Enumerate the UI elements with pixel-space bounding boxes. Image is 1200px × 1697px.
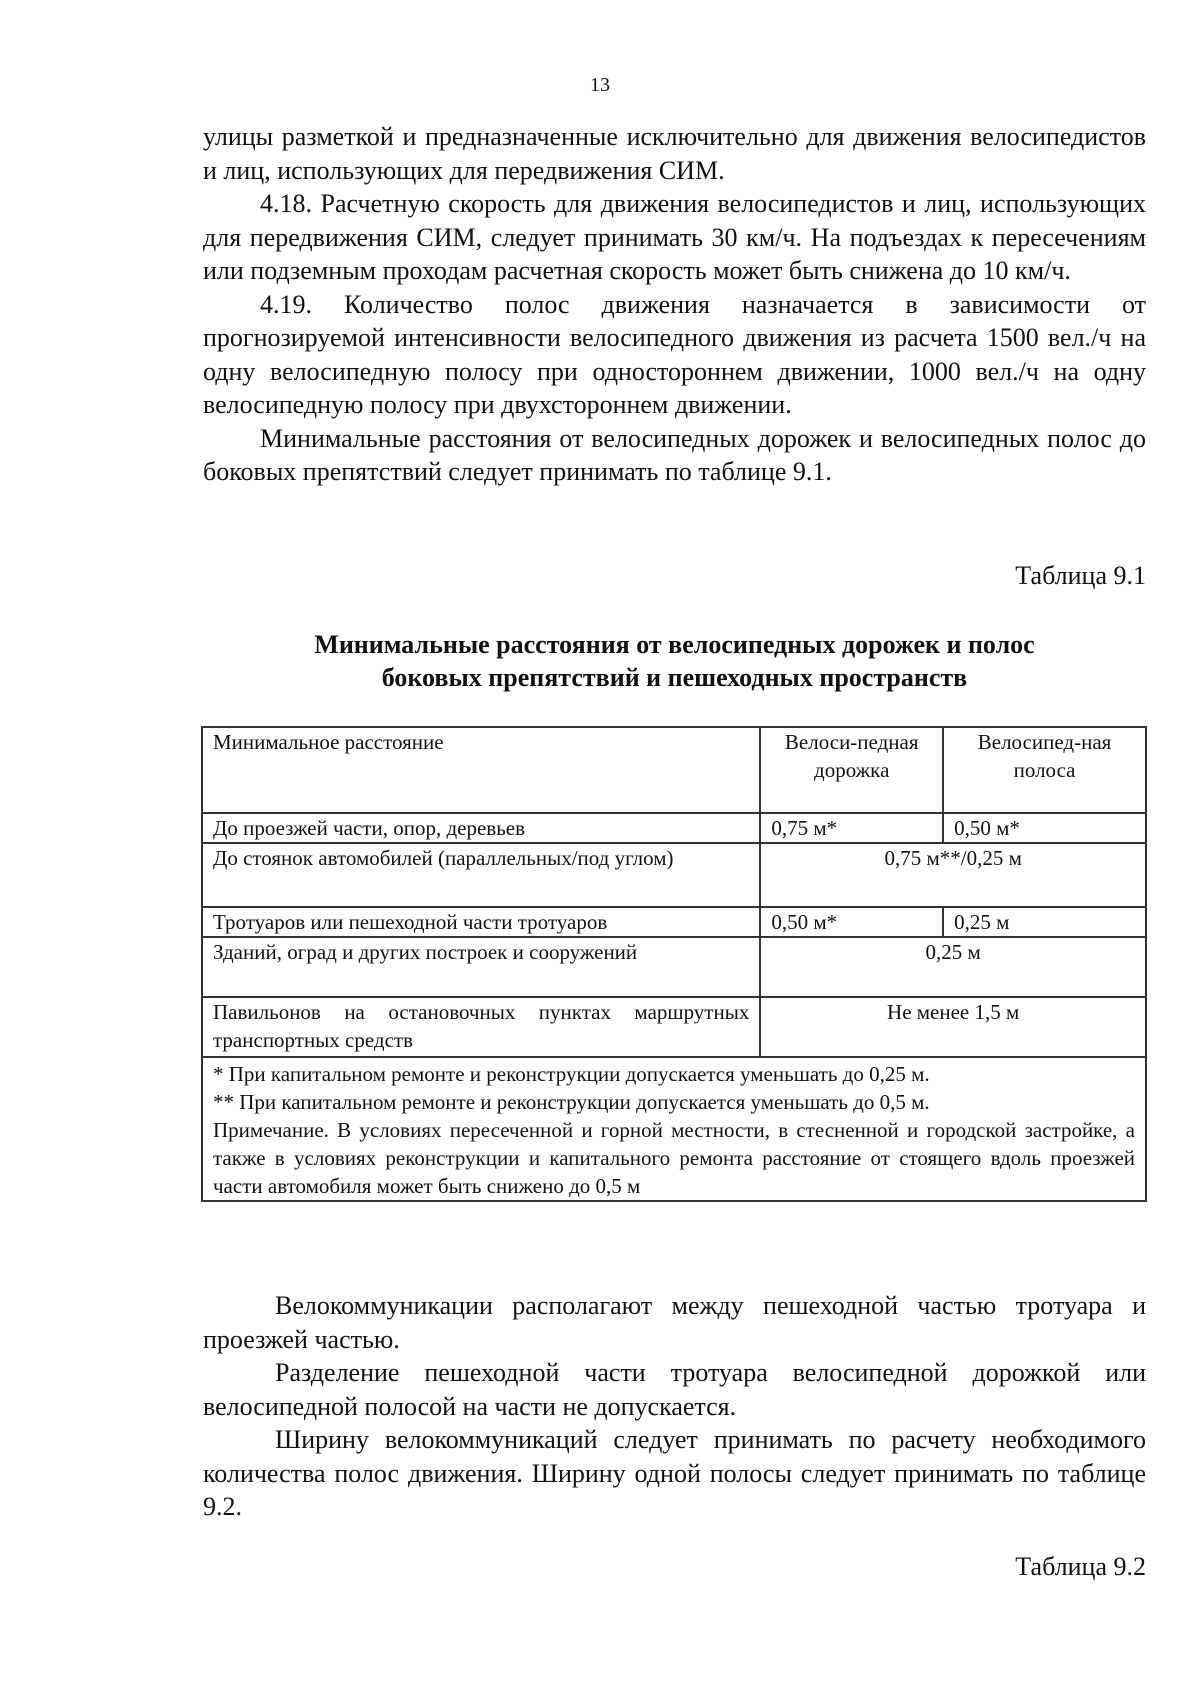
page-number: 13: [590, 74, 610, 96]
cell-combined: Не менее 1,5 м: [760, 997, 1146, 1057]
after-table-text: [203, 1289, 1146, 1524]
note-2: ** При капитальном ремонте и реконструкции допускается уменьшать до 0,5 м.: [213, 1090, 930, 1114]
table-row: [202, 843, 1146, 907]
row-label: Тротуаров или пешеходной части тротуаров: [202, 907, 760, 937]
paragraph-continuation: улицы разметкой и предназначенные исключительно для движения велосипедистов и лиц, использующих для передвижения СИМ.: [203, 122, 1146, 185]
intro-text: [203, 120, 1146, 489]
row-label: Зданий, оград и других построек и сооружений: [202, 937, 760, 997]
header-bike-path: Велоси-педная дорожка: [760, 727, 943, 813]
table-title-line-2: боковых препятствий и пешеходных пространств: [381, 663, 968, 692]
paragraph-min-distances: Минимальные расстояния от велосипедных дорожек и велосипедных полос до боковых препятствий следует принимать по таблице 9.1.: [203, 423, 1146, 486]
table-9-1-title: [203, 628, 1146, 694]
table-row: [202, 997, 1146, 1057]
paragraph-separation: Разделение пешеходной части тротуара велосипедной дорожкой или велосипедной полосой на части не допускается.: [203, 1358, 1146, 1421]
paragraph-4-19: 4.19. Количество полос движения назначается в зависимости от прогнозируемой интенсивности велосипедного движения из расчета 1500 вел./ч на одну велосипедную полосу при одностороннем движении, 1000 вел./ч на одну велосипедную полосу при двухстороннем движении.: [203, 289, 1146, 419]
row-label: Павильонов на остановочных пунктах маршрутных транспортных средств: [202, 997, 760, 1057]
table-row: [202, 937, 1146, 997]
header-min-distance: Минимальное расстояние: [202, 727, 760, 813]
paragraph-placement: Велокоммуникации располагают между пешеходной частью тротуара и проезжей частью.: [203, 1291, 1146, 1354]
cell-bike-path: 0,75 м*: [760, 813, 943, 843]
paragraph-width: Ширину велокоммуникаций следует принимать по расчету необходимого количества полос движения. Ширину одной полосы следует принимать по таблице 9.2.: [203, 1425, 1146, 1521]
cell-bike-lane: 0,50 м*: [943, 813, 1146, 843]
paragraph-4-18: 4.18. Расчетную скорость для движения велосипедистов и лиц, использующих для передвижения СИМ, следует принимать 30 км/ч. На подъездах к пересечениям или подземным проходам расчетная скорость может быть снижена до 10 км/ч.: [203, 189, 1146, 285]
table-header-row: [202, 727, 1146, 813]
row-label: До стоянок автомобилей (параллельных/под углом): [202, 843, 760, 907]
table-row: [202, 813, 1146, 843]
table-notes-row: [202, 1057, 1146, 1201]
table-9-1-caption: Таблица 9.1: [1015, 561, 1146, 590]
cell-combined: 0,75 м**/0,25 м: [760, 843, 1146, 907]
cell-bike-path: 0,50 м*: [760, 907, 943, 937]
header-bike-lane: Велосипед-ная полоса: [943, 727, 1146, 813]
table-notes: [202, 1057, 1146, 1201]
cell-bike-lane: 0,25 м: [943, 907, 1146, 937]
cell-combined: 0,25 м: [760, 937, 1146, 997]
note-1: * При капитальном ремонте и реконструкции допускается уменьшать до 0,25 м.: [213, 1062, 930, 1086]
table-9-1: [201, 726, 1147, 1202]
table-9-2-caption: Таблица 9.2: [1015, 1552, 1146, 1581]
note-remark: Примечание. В условиях пересеченной и горной местности, в стесненной и городской застройке, а также в условиях реконструкции и капитального ремонта расстояние от стоящего вдоль проезжей части автомобиля может быть снижено до 0,5 м: [213, 1118, 1135, 1198]
row-label: До проезжей части, опор, деревьев: [202, 813, 760, 843]
table-title-line-1: Минимальные расстояния от велосипедных дорожек и полос: [314, 630, 1035, 659]
table-row: [202, 907, 1146, 937]
